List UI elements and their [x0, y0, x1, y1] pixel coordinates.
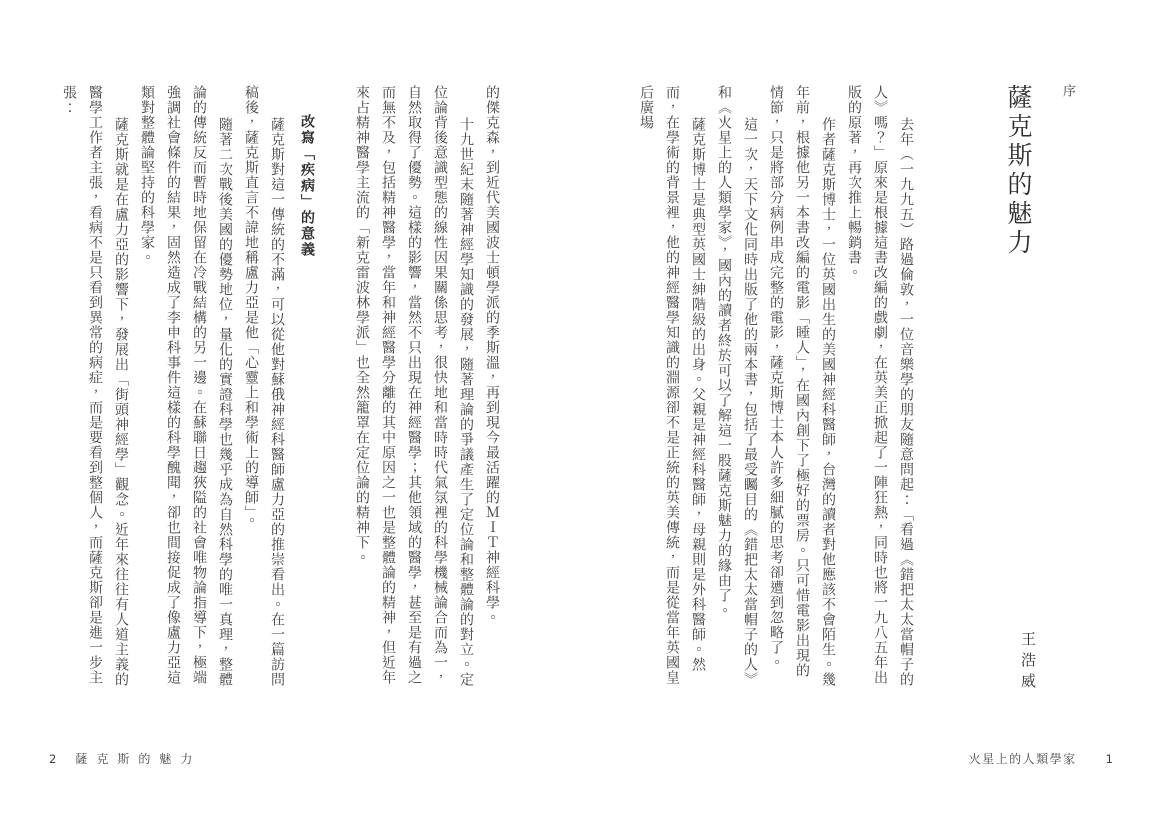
preface-author: 王浩威 — [1019, 631, 1035, 694]
body-paragraph-continuation: 的傑克森，到近代美國波士頓學派的季斯溫，再到現今最活躍的ＭＩＴ神經科學。 — [484, 85, 499, 625]
body-paragraph: 去年（一九九五）路過倫敦，一位音樂學的朋友隨意問起：「看過《錯把太太當帽子的人》嗎？」原來是根據這書改編的戲劇，在英美正掀起了一陣狂熱，同時也將一九八五年出版的原著，再次推上暢銷書。 — [846, 85, 913, 688]
left-page-footer — [49, 750, 201, 767]
page-number: 1 — [1105, 752, 1113, 766]
body-paragraph: 作者薩克斯博士，一位英國出生的美國神經科醫師，台灣的讀者對他應該不會陌生。幾年前，根據他另一本書改編的電影「睡人」，在國內創下了極好的票房。只可惜電影出現的情節，只是將部分病例串成完整的電影，薩克斯博士本人許多細膩的思考卻遭到忽略了。 — [768, 85, 835, 688]
running-chapter-title: 薩克斯的魅力 — [75, 752, 202, 766]
running-book-title: 火星上的人類學家 — [968, 752, 1077, 766]
body-paragraph: 十九世紀末隨著神經學知識的發展，隨著理論的爭議產生了定位論和整體論的對立。定位論背後意識型態的線性因果關係思考，很快地和當時時代氣氛裡的科學機械論合而為一，自然取得了優勢。這樣的影響，當然不只出現在神經醫學；其他領域的醫學，甚至是有過之而無不及，包括精神醫學，當年和神經醫學分離的其中原因之一也是整體論的精神，但近年來占精神醫學主流的「新克雷波林學派」也全然籠罩在定位論的精神下。 — [354, 85, 473, 688]
body-paragraph: 隨著二次戰後美國的優勢地位，量化的實證科學也幾乎成為自然科學的唯一真理，整體論的傳統反而暫時地保留在冷戰結構的另一邊。在蘇聯日趨狹隘的社會唯物論指導下，極端強調社會條件的結果，固然造成了李申科事件這樣的科學醜聞，卻也間接促成了像盧力亞這類對整體論堅持的科學家。 — [139, 85, 232, 688]
left-page-body — [55, 85, 504, 691]
section-label: 序 — [1061, 84, 1076, 99]
right-page-body — [632, 85, 918, 691]
section-heading: 改寫「疾病」的意義 — [300, 114, 316, 259]
page-right — [582, 0, 1164, 816]
page-number: 2 — [49, 752, 57, 766]
right-page-footer — [969, 750, 1113, 767]
chapter-title-block — [999, 84, 1078, 258]
body-paragraph: 這一次，天下文化同時出版了他的兩本書，包括了最受矚目的《錯把太太當帽子的人》和《火星上的人類學家》，國內的讀者終於可以了解這一股薩克斯魅力的緣由了。 — [716, 85, 757, 688]
body-paragraph: 薩克斯對這一傳統的不滿，可以從他對蘇俄神經科醫師盧力亞的推崇看出。在一篇訪問稿後，薩克斯直言不諱地稱盧力亞是他「心靈上和學術上的導師」。 — [243, 85, 284, 688]
body-paragraph: 薩克斯博士是典型英國士紳階級的出身。父親是神經科醫師，母親則是外科醫師。然而，在學術的背景裡，他的神經醫學知識的淵源卻不是正統的英美傳統，而是從當年英國皇后廣場 — [638, 85, 705, 685]
chapter-title: 薩克斯的魅力 — [1004, 84, 1031, 258]
body-paragraph: 薩克斯就是在盧力亞的影響下，發展出「街頭神經學」觀念。近年來往往有人道主義的醫學工作者主張，看病不是只看到異常的病症，而是要看到整個人，而薩克斯卻是進一步主張： — [61, 85, 128, 688]
